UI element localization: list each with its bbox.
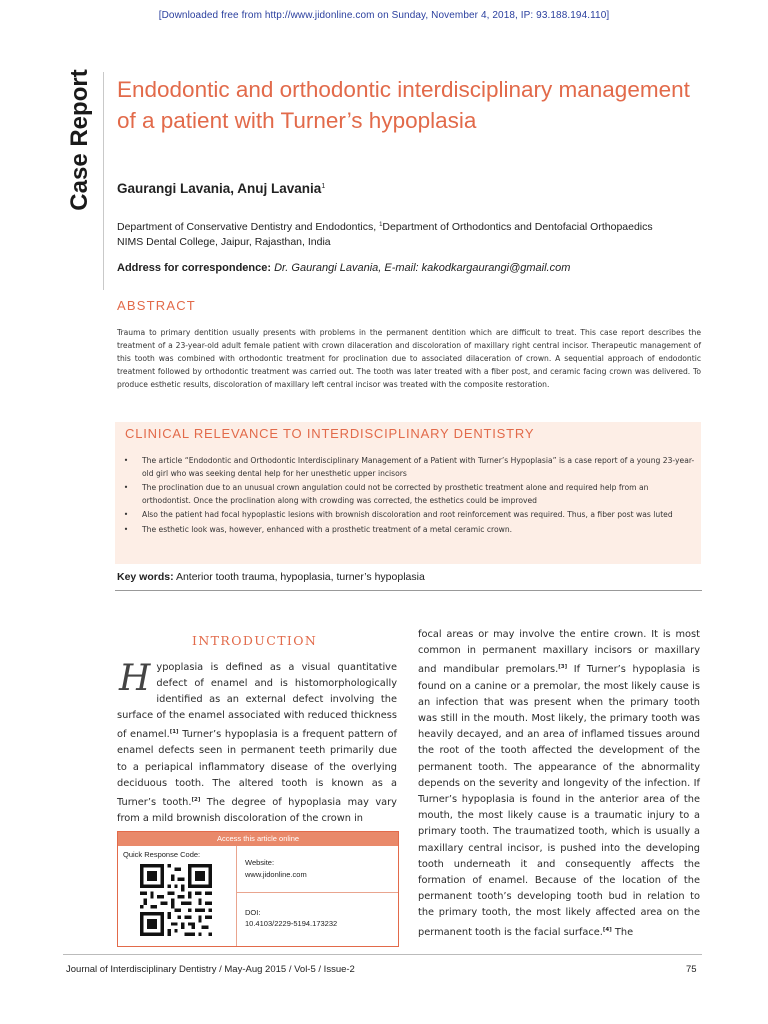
access-article-box <box>117 831 399 947</box>
bullet-icon: • <box>123 524 129 534</box>
correspondence-label: Address for correspondence: <box>117 262 272 274</box>
bullet-icon: • <box>123 483 129 493</box>
article-title: Endodontic and orthodontic interdisciplinary management of a patient with Turner’s hypoplasia <box>117 77 690 133</box>
reference-3[interactable]: [3] <box>558 664 568 671</box>
affiliation-part1: Department of Conservative Dentistry and Endodontics, <box>117 221 380 233</box>
section-label: Case Report <box>66 69 93 211</box>
clinical-relevance-heading: CLINICAL RELEVANCE TO INTERDISCIPLINARY DENTISTRY <box>125 426 535 441</box>
qr-label: Quick Response Code: <box>123 850 201 859</box>
right-column-text <box>418 627 700 941</box>
list-item <box>121 455 697 480</box>
affiliation-line2: NIMS Dental College, Jaipur, Rajasthan, India <box>117 236 331 248</box>
footer-journal: Journal of Interdisciplinary Dentistry / May-Aug 2015 / Vol-5 / Issue-2 <box>66 964 355 975</box>
list-item-text: Also the patient had focal hypoplastic lesions with brownish discoloration and root reinforcement was required. Thus, a fiber post was luted <box>142 510 673 520</box>
affiliation-sup: 1 <box>379 222 383 228</box>
dropcap: H <box>119 658 151 699</box>
list-item <box>121 524 697 537</box>
affiliation <box>117 218 717 250</box>
download-banner[interactable]: [Downloaded free from http://www.jidonline.com on Sunday, November 4, 2018, IP: 93.188.194.110] <box>158 10 610 21</box>
bullet-icon: • <box>123 510 129 520</box>
intro-left-a: ypoplasia is defined as a visual quantitative defect of enamel and is histomorphologically identified as an external defect involving the surface of the enamel associated with reduced thickness of enamel. <box>117 662 397 741</box>
page-number: 75 <box>686 964 697 975</box>
side-divider <box>103 72 104 290</box>
correspondence-value[interactable]: Dr. Gaurangi Lavania, E-mail: kakodkargaurangi@gmail.com <box>274 262 571 274</box>
intro-left-c: The degree of hypoplasia may vary from a mild brownish discoloration of the crown in <box>117 796 397 824</box>
intro-right-b: If Turner’s hypoplasia is found on a canine or a premolar, the most likely cause is an infection that was present when the primary tooth was still in the mouth. Most likely, the primary tooth was heavily decayed, and an area of inflamed tissues around the root of the tooth affected the development of the permanent tooth. The appearance of the abnormality depends on the severity and longevity of the infection. If Turner’s hypoplasia is found in the anterior area of the mouth, the most likely cause is a traumatic injury to a primary tooth. The traumatized tooth, which is usually a maxillary central incisor, is pushed into the developing tooth underneath it and consequently affects the formation of enamel. Because of the location of the permanent tooth’s developing tooth bud in relation to the primary tooth, the most likely affected area on the permanent tooth is the facial surface. <box>418 664 700 938</box>
abstract-heading: ABSTRACT <box>117 298 196 313</box>
keywords-divider <box>115 590 702 591</box>
clinical-relevance-box <box>115 422 701 564</box>
access-divider-vertical <box>236 846 237 946</box>
list-item-text: The proclination due to an unusual crown angulation could not be corrected by prosthetic treatment alone and required help from an orthodontist. Once the proclination along with crowding was corrected, the esthetics could be improved <box>142 483 649 505</box>
intro-right-a: focal areas or may involve the entire crown. It is most common in permanent maxillary incisors or maxillary and mandibular premolars. <box>418 629 700 676</box>
list-item <box>121 482 697 507</box>
correspondence <box>117 262 717 274</box>
abstract-text: Trauma to primary dentition usually presents with problems in the permanent dentition which are difficult to treat. This case report describes the treatment of a 23-year-old adult female patient with crown dilaceration and discoloration of maxillary right central incisor. Therapeutic management of this tooth was combined with orthodontic treatment for proclination due to associated dilaceration of crown. A sequential approach of endodontic treatment followed by orthodontic treatment was carried out. The tooth was later treated with a fiber post, and ceramic facing crown was delivered. To produce esthetic results, discoloration of maxillary left central incisor was treated with the composite restoration. <box>117 328 701 390</box>
list-item <box>121 509 697 522</box>
introduction-heading: INTRODUCTION <box>192 633 318 648</box>
doi-label: DOI: <box>245 908 261 917</box>
footer-divider <box>63 954 702 955</box>
keywords <box>117 571 425 583</box>
affiliation-part2: Department of Orthodontics and Dentofacial Orthopaedics <box>382 221 653 233</box>
author-names: Gaurangi Lavania, Anuj Lavania <box>117 181 322 196</box>
author-superscript: 1 <box>321 183 326 190</box>
intro-right-c: The <box>611 926 634 938</box>
authors <box>117 181 325 196</box>
reference-1[interactable]: [1] <box>169 729 179 736</box>
list-item-text: The esthetic look was, however, enhanced with a prosthetic treatment of a metal ceramic crown. <box>142 524 513 534</box>
intro-left-b: Turner’s hypoplasia is a frequent pattern of enamel defects seen in permanent teeth primarily due to a periapical inflammatory disease of the overlying deciduous tooth. The altered tooth is known as a Turner’s tooth. <box>117 729 397 808</box>
qr-code-icon[interactable] <box>140 864 212 936</box>
doi-link[interactable]: 10.4103/2229-5194.173232 <box>245 919 338 928</box>
access-divider-horizontal <box>236 892 398 893</box>
access-header: Access this article online <box>118 832 398 846</box>
website-link[interactable]: www.jidonline.com <box>245 870 307 879</box>
left-column-text <box>117 660 397 827</box>
keywords-label: Key words: <box>117 571 174 583</box>
website-label: Website: <box>245 858 275 867</box>
bullet-icon: • <box>123 456 129 465</box>
reference-4[interactable]: [4] <box>602 926 612 933</box>
clinical-relevance-list <box>121 455 697 539</box>
list-item-text: The article “Endodontic and Orthodontic Interdisciplinary Management of a Patient with Turner’s Hypoplasia” is a case report of a young 23-year-old girl who was seeking dental help for her unesthetic upper incisors <box>142 456 695 478</box>
reference-2[interactable]: [2] <box>191 796 201 803</box>
keywords-value: Anterior tooth trauma, hypoplasia, turner’s hypoplasia <box>175 571 425 583</box>
